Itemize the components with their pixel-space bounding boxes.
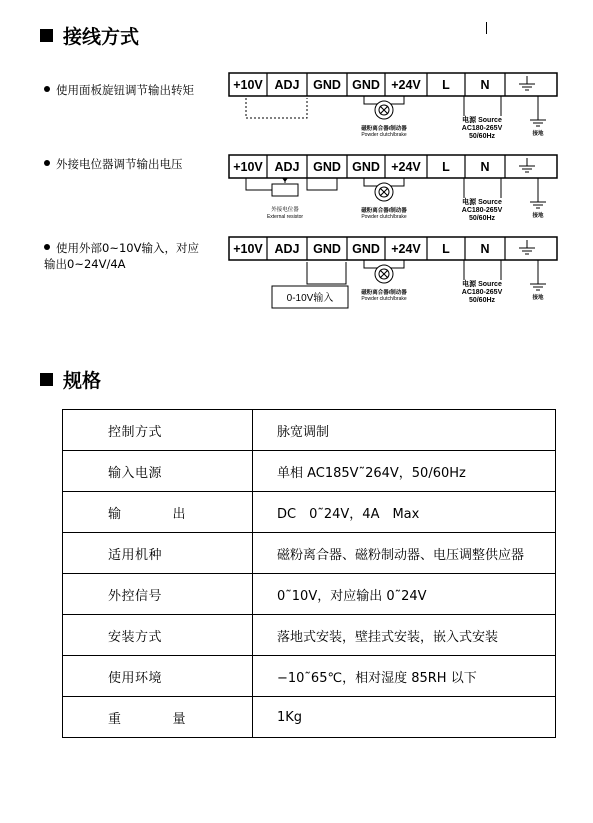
spec-value: 1Kg [253,697,556,738]
spec-key: 输入电源 [63,451,253,492]
power-label-voltage: AC180-265V [461,289,503,296]
terminal-strip [229,237,557,260]
spec-value: 脉宽调制 [253,410,556,451]
square-bullet-icon [40,29,53,42]
knob-dashed-link [246,98,307,118]
spec-key [63,492,253,533]
wiring-diagram-panel-knob [228,72,561,144]
resistor-label-cn: 外接电位器 [271,207,299,213]
clutch-label-en: Powder clutch/brake [361,214,407,220]
clutch-label-cn: 磁粉离合器/制动器 [361,126,407,132]
spec-row [63,615,556,656]
terminal-label: +10V [233,242,263,256]
spec-key [63,697,253,738]
terminal-label: L [442,78,450,92]
wiring-bullet-2 [44,156,183,172]
spec-section-heading [40,366,101,393]
resistor-label-en: External resistor [266,214,304,220]
terminal-label: +24V [391,78,421,92]
terminal-label: GND [313,242,341,256]
power-label-voltage: AC180-265V [461,125,503,132]
spec-row [63,533,556,574]
spec-key-spread: 重 量 [108,711,186,727]
spec-key: 控制方式 [63,410,253,451]
terminal-label: ADJ [274,160,300,174]
common-parts [361,178,546,222]
terminal-label: ADJ [274,242,300,256]
spec-value: 0˜10V，对应输出 0˜24V [253,574,556,615]
square-bullet-icon [40,373,53,386]
terminal-label: +24V [391,242,421,256]
ground-label: 接地 [532,213,544,219]
power-label-source: 电源 Source [462,281,502,288]
terminal-label: GND [352,78,380,92]
clutch-label-cn: 磁粉离合器/制动器 [361,208,407,214]
ground-lead-icon [530,178,546,208]
terminal-label: N [480,160,490,174]
spec-row [63,492,556,533]
spec-row [63,656,556,697]
spec-table [62,409,556,738]
wiring-bullet-text: 外接电位器调节输出电压 [56,157,183,171]
bullet-dot-icon [44,244,50,250]
power-label-frequency: 50/60Hz [468,133,496,140]
spec-row [63,697,556,738]
terminal-label: +10V [233,160,263,174]
terminal-strip [229,73,557,96]
wiring-bullet-text-line2: 输出0~24V/4A [44,257,126,271]
wiring-diagram-external-resistor [228,154,561,228]
power-label-frequency: 50/60Hz [468,215,496,222]
input-wiring [307,262,346,284]
spec-key: 外控信号 [63,574,253,615]
power-leads [464,178,501,198]
wiring-section-title: 接线方式 [63,26,140,48]
spec-section-title: 规格 [63,370,102,392]
bullet-dot-icon [44,160,50,166]
wiring-bullet-3 [44,240,199,272]
terminal-label: L [442,242,450,256]
resistor-wiring [246,178,337,196]
terminal-label: GND [313,160,341,174]
spec-key-spread: 输 出 [108,506,186,522]
ground-label: 接地 [532,131,544,137]
spec-value: 磁粉离合器、磁粉制动器、电压调整供应器 [253,533,556,574]
spec-row [63,451,556,492]
resistor-arrow-icon [282,178,288,182]
spec-value: DC 0˜24V，4A Max [253,492,556,533]
power-label-voltage: AC180-265V [461,207,503,214]
terminal-label: N [480,78,490,92]
bullet-dot-icon [44,86,50,92]
terminal-label: ADJ [274,78,300,92]
terminal-label: GND [352,242,380,256]
power-leads [464,260,501,280]
spec-key: 安装方式 [63,615,253,656]
terminal-label: GND [313,78,341,92]
terminal-label: +10V [233,78,263,92]
spec-row [63,410,556,451]
common-parts [361,260,546,304]
terminal-strip [229,155,557,178]
terminal-label: +24V [391,160,421,174]
wiring-bullet-1 [44,82,194,98]
spec-value: 落地式安装，壁挂式安装，嵌入式安装 [253,615,556,656]
ground-lead-icon [530,96,546,126]
power-label-source: 电源 Source [462,199,502,206]
clutch-label-cn: 磁粉离合器/制动器 [361,290,407,296]
spec-value: 单相 AC185V˜264V，50/60Hz [253,451,556,492]
terminal-label: N [480,242,490,256]
wiring-diagram-external-input [228,236,561,316]
power-label-source: 电源 Source [462,117,502,124]
spec-row [63,574,556,615]
input-box-label: 0-10V输入 [286,293,334,304]
ground-label: 接地 [532,295,544,301]
wiring-bullet-text: 使用外部0~10V输入，对应 [56,241,199,255]
power-label-frequency: 50/60Hz [468,297,496,304]
terminal-label: L [442,160,450,174]
clutch-label-en: Powder clutch/brake [361,296,407,302]
power-leads [464,96,501,116]
wiring-bullet-text: 使用面板旋钮调节输出转矩 [56,83,194,97]
clutch-label-en: Powder clutch/brake [361,132,407,138]
wiring-section-heading [40,22,139,49]
spec-value: −10˜65℃，相对湿度 85RH 以下 [253,656,556,697]
divider-tick [486,22,487,34]
spec-key: 适用机种 [63,533,253,574]
spec-key: 使用环境 [63,656,253,697]
common-parts [361,96,546,140]
ground-lead-icon [530,260,546,290]
terminal-label: GND [352,160,380,174]
